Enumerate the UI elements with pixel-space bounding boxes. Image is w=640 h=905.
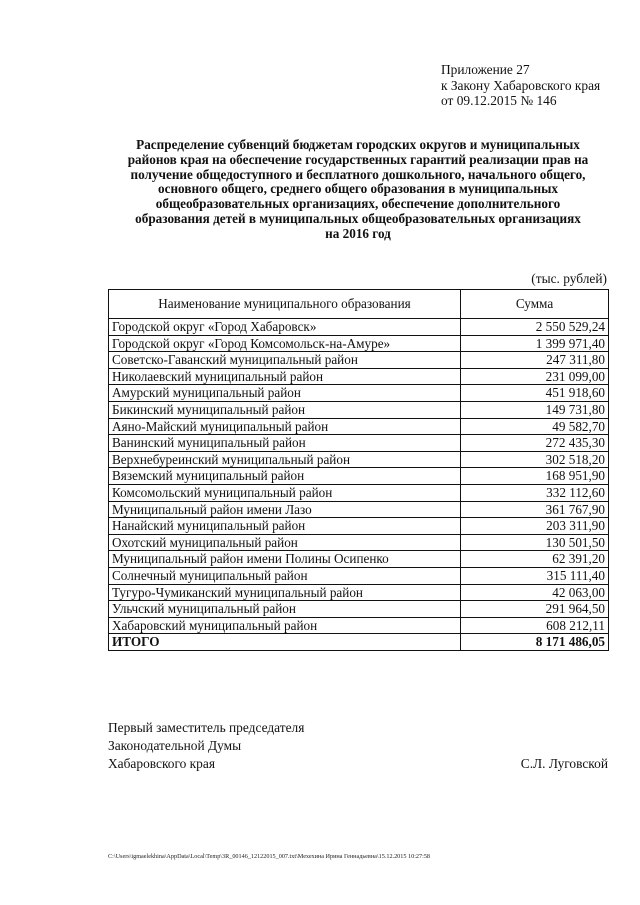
- cell-sum: 272 435,30: [461, 435, 609, 452]
- table-row: [109, 451, 609, 468]
- table-row: [109, 617, 609, 634]
- table-row: [109, 352, 609, 369]
- cell-sum: 231 099,00: [461, 368, 609, 385]
- cell-municipality: ИТОГО: [109, 634, 461, 651]
- signatory-name: С.Л. Луговской: [520, 756, 608, 771]
- appendix-date: от 09.12.2015 № 146: [441, 93, 557, 108]
- cell-municipality: Бикинский муниципальный район: [109, 401, 461, 418]
- table-row: [109, 418, 609, 435]
- appendix-number: Приложение 27: [441, 62, 530, 77]
- cell-sum: 361 767,90: [461, 501, 609, 518]
- cell-sum: 247 311,80: [461, 352, 609, 369]
- cell-sum: 315 111,40: [461, 567, 609, 584]
- cell-municipality: Хабаровский муниципальный район: [109, 617, 461, 634]
- title-line: основного общего, среднего общего образования в муниципальных: [158, 181, 558, 197]
- cell-municipality: Ульчский муниципальный район: [109, 601, 461, 618]
- title-line: Распределение субвенций бюджетам городских округов и муниципальных: [136, 137, 580, 152]
- title-line: общеобразовательных организациях, обеспечение дополнительного: [155, 196, 561, 212]
- cell-municipality: Николаевский муниципальный район: [109, 368, 461, 385]
- table-row: [109, 534, 609, 551]
- cell-municipality: Муниципальный район имени Полины Осипенко: [109, 551, 461, 568]
- table-header-row: [109, 290, 609, 319]
- appendix-reference: [441, 62, 600, 109]
- cell-municipality: Ванинский муниципальный район: [109, 435, 461, 452]
- title-line: районов края на обеспечение государственных гарантий реализации прав на: [127, 151, 589, 167]
- cell-municipality: Солнечный муниципальный район: [109, 567, 461, 584]
- table-row: [109, 368, 609, 385]
- cell-sum: 291 964,50: [461, 601, 609, 618]
- table-row: [109, 567, 609, 584]
- signature-position-line1: Первый заместитель председателя: [108, 720, 305, 735]
- signature-position-line2: Законодательной Думы: [108, 738, 242, 753]
- cell-sum: 49 582,70: [461, 418, 609, 435]
- table-row: [109, 401, 609, 418]
- cell-municipality: Нанайский муниципальный район: [109, 518, 461, 535]
- file-path-footer: C:\Users\igmaelekhina\AppData\Local\Temp\3R_00146_12122015_007.txt\Мехехина Ирина Геннадьевна\15.12.2015 10:27:58: [108, 853, 431, 860]
- table-row: [109, 518, 609, 535]
- cell-sum: 1 399 971,40: [461, 335, 609, 352]
- table-row: [109, 584, 609, 601]
- document-title: [108, 138, 608, 242]
- units-note: (тыс. рублей): [531, 271, 607, 286]
- title-line: образования детей в муниципальных общеобразовательных организациях: [135, 210, 581, 226]
- cell-sum: 149 731,80: [461, 401, 609, 418]
- cell-municipality: Советско-Гаванский муниципальный район: [109, 352, 461, 369]
- cell-municipality: Городской округ «Город Комсомольск-на-Амуре»: [109, 335, 461, 352]
- cell-sum: 130 501,50: [461, 534, 609, 551]
- cell-municipality: Амурский муниципальный район: [109, 385, 461, 402]
- signature-position-line3: Хабаровского края: [108, 756, 215, 771]
- cell-municipality: Тугуро-Чумиканский муниципальный район: [109, 584, 461, 601]
- cell-sum: 2 550 529,24: [461, 319, 609, 336]
- cell-municipality: Городской округ «Город Хабаровск»: [109, 319, 461, 336]
- table-body: [109, 319, 609, 651]
- cell-sum: 451 918,60: [461, 385, 609, 402]
- table-row: [109, 435, 609, 452]
- title-line: получение общедоступного и бесплатного дошкольного, начального общего,: [130, 166, 586, 182]
- cell-municipality: Вяземский муниципальный район: [109, 468, 461, 485]
- cell-sum: 168 951,90: [461, 468, 609, 485]
- table-row: [109, 501, 609, 518]
- cell-municipality: Верхнебуреинский муниципальный район: [109, 451, 461, 468]
- cell-sum: 8 171 486,05: [461, 634, 609, 651]
- cell-sum: 608 212,11: [461, 617, 609, 634]
- table-row: [109, 601, 609, 618]
- table-row: [109, 468, 609, 485]
- cell-municipality: Охотский муниципальный район: [109, 534, 461, 551]
- table-row: [109, 385, 609, 402]
- signature-block: [108, 719, 608, 773]
- cell-sum: 332 112,60: [461, 484, 609, 501]
- cell-municipality: Аяно-Майский муниципальный район: [109, 418, 461, 435]
- appendix-law: к Закону Хабаровского края: [441, 77, 601, 93]
- table-row: [109, 335, 609, 352]
- cell-sum: 42 063,00: [461, 584, 609, 601]
- header-name: Наименование муниципального образования: [109, 290, 461, 319]
- table-row: [109, 551, 609, 568]
- cell-municipality: Комсомольский муниципальный район: [109, 484, 461, 501]
- cell-sum: 203 311,90: [461, 518, 609, 535]
- table-row: [109, 319, 609, 336]
- header-sum: Сумма: [461, 290, 609, 319]
- cell-sum: 302 518,20: [461, 451, 609, 468]
- subsidy-table: [108, 289, 609, 651]
- cell-sum: 62 391,20: [461, 551, 609, 568]
- cell-municipality: Муниципальный район имени Лазо: [109, 501, 461, 518]
- table-row: [109, 484, 609, 501]
- title-line: на 2016 год: [325, 225, 391, 241]
- table-total-row: [109, 634, 609, 651]
